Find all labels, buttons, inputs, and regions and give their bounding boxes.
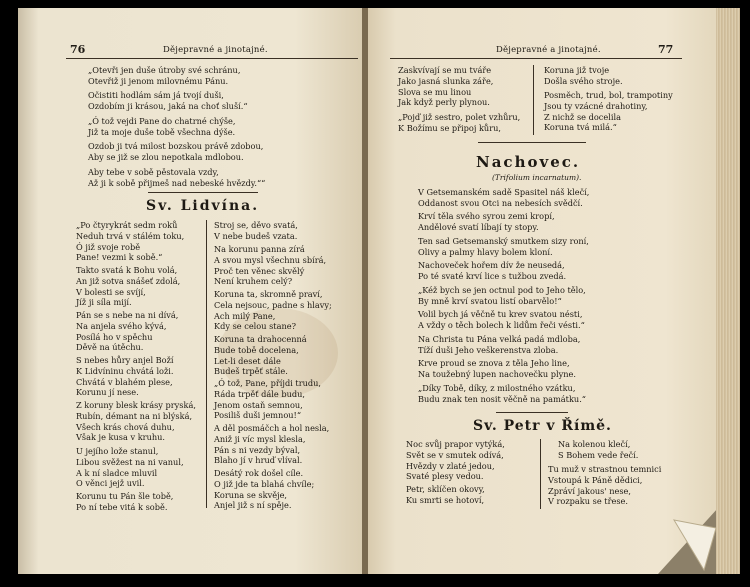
poem-title: Sv. Lidvína. [146,198,260,214]
stanza: Tu muž v strastnou temnici Vstoupá k Páně dědici, Zpráví jakous' nese, V rozpaku se třese. [548,464,662,507]
stanza: Na korunu panna zírá A svou mysl všechnu sbírá, Proč ten věnec skvělý Není kruhem celý? [214,244,327,287]
left-page [18,8,364,574]
section-rule [478,142,586,143]
intro-stanza: Aby tebe v sobě pěstovala vzdy, Až ji k sobě přijmeš nad nebeské hvězdy.““ [88,167,266,188]
stanza: Pán se s nebe na ni dívá, Na anjela svého kývá, Posílá ho v spěchu Děvě na útěchu. [76,310,179,353]
stanza: Petr, sklíčen okovy, Ku smrti se hotoví, [406,484,485,505]
stanza: Na Christa tu Pána velká padá mdloba, Tíží duši Jeho veškerenstva zloba. [418,334,581,355]
stanza: „Díky Tobě, díky, z milostného vzátku, Budu znak ten nosit věčně na památku.“ [418,383,586,404]
stanza: „Ó tož, Pane, příjdi trudu, Ráda trpěť dále budu, Jenom ostaň semnou, Posiliš duši jemnou!“ [214,378,322,421]
stanza: „Po čtyrykrát sedm roků Neduh trvá v stálém toku, Ó již svoje robě Pane! vezmi k sobě.“ [76,220,185,263]
stanza: Krví těla svého syrou zemi kropí, Andělové svatí líbají ty stopy. [418,211,555,232]
stanza: A děl posmáčch a hol nesla, Aniž ji víc mysl klesla, Pán s ni vezdy býval, Blaho jí v hruď vlíval. [214,423,330,466]
poem-title: Sv. Petr v Římě. [473,418,612,434]
stanza: Takto svatá k Bohu volá, An již sotva snášeť zdolá, V bolesti se svíjí, Jíž ji síla mijí. [76,265,181,308]
stanza: „Kéž bych se jen octnul pod to Jeho tělo, By mně krví svatou listí obarvělo!“ [418,285,586,306]
stanza: Posmĕch, trud, bol, trampotiny Jsou ty vzácné drahotiny, Z nichž se docelila Koruna tvá milá.“ [544,90,673,133]
stanza: S nebes hůry anjel Boží K Lidvíninu chvátá loži. Chvátá v blahém plese, Korunu jí nese. [76,355,174,398]
stanza: Ten sad Getsemanský smutkem sizy roní, Olivy a palmy hlavy bolem kloní. [418,236,589,257]
column-divider [540,439,541,509]
poem-subtitle: (Trifolium incarnatum). [492,173,582,182]
stanza: Zaskvívají se mu tváře Jako jasná slunka záře, Slova se mu linou Jak když perly plynou. [398,65,494,108]
column-divider [206,220,207,508]
stanza: Koruna již tvoje Došla svého stroje. [544,65,623,86]
stanza: Volil bych já věčně tu krev svatou nésti, A vždy o těch bolech k lidům řeči vésti.“ [418,309,585,330]
stanza: Stroj se, děvo svatá, V nebe budeš vzata. [214,220,298,241]
stanza: Desátý rok došel cíle. O již jde ta blahá chvíle; Koruna se skvěje, Anjel již s ní spěje. [214,468,315,511]
stanza: U jejího lože stanul, Libou svěžest na ni vanul, A k ní sladce mluvil O věnci jejž uvil. [76,446,184,489]
running-header-right: Dějepravné a jinotajné. [496,45,601,55]
column-divider [533,65,534,135]
stanza: Korunu tu Pán šle tobě, Po ní tebe vitá k sobě. [76,491,174,512]
intro-stanza: „Otevři jen duše útroby své schránu, Otevřiž ji jenom milovnému Pánu. [88,65,241,86]
stanza: Z koruny blesk krásy pryská, Rubín, démant na ni blýská, Všech krás chová duhu, Však je kusa v kruhu. [76,400,196,443]
page-edges [716,8,740,574]
section-rule [496,412,568,413]
stanza: V Getsemanském sadě Spasitel náš klečí, Oddanost svou Otci na nebesích svědčí. [418,187,590,208]
stanza: Koruna ta, skromně praví, Cela nejsouc, padne s hlavy; Ach milý Pane, Kdy se celou stane? [214,289,332,332]
page-number-right: 77 [658,43,674,56]
stanza: Koruna ta drahocenná Bude tobě docelena, Let-li deset dále Budeš trpěť stále. [214,334,307,377]
intro-stanza: „Ó tož vejdi Pane do chatrné chýše, Již ta moje duše tobě všechna dýše. [88,116,236,137]
stanza: „Pojď již sestro, polet vzhůru, K Božímu se připoj kůru, [398,112,521,133]
intro-stanza: Ozdob ji tvá milost bozskou právě zdobou, Aby se již se zlou nepotkala mdlobou. [88,141,264,162]
stanza: Na kolenou klečí, S Bohem vede řečí. [558,439,639,460]
stanza: Nachoveček hořem dív že neusedá, Po té svaté krví lice s tužbou zvedá. [418,260,567,281]
intro-stanza: Očistiti hodlám sám já tvojí duši, Ozdobím ji krásou, jaká na choť sluší.“ [88,90,248,111]
running-header-left: Dějepravné a jinotajné. [163,45,268,55]
header-rule [66,58,358,59]
dog-eared-corner [658,508,718,574]
header-rule [390,58,682,59]
right-page [368,8,718,574]
poem-title: Nachovec. [476,153,581,171]
stanza: Krve proud se znova z těla Jeho line, Na toužebný lupen nachovečku plyne. [418,358,576,379]
section-rule [148,192,258,193]
page-number-left: 76 [70,43,86,56]
stanza: Noc svůj prapor vytýká, Svět se v smutek odívá, Hvězdy v zlaté jedou, Svaté plesy vedou. [406,439,505,482]
